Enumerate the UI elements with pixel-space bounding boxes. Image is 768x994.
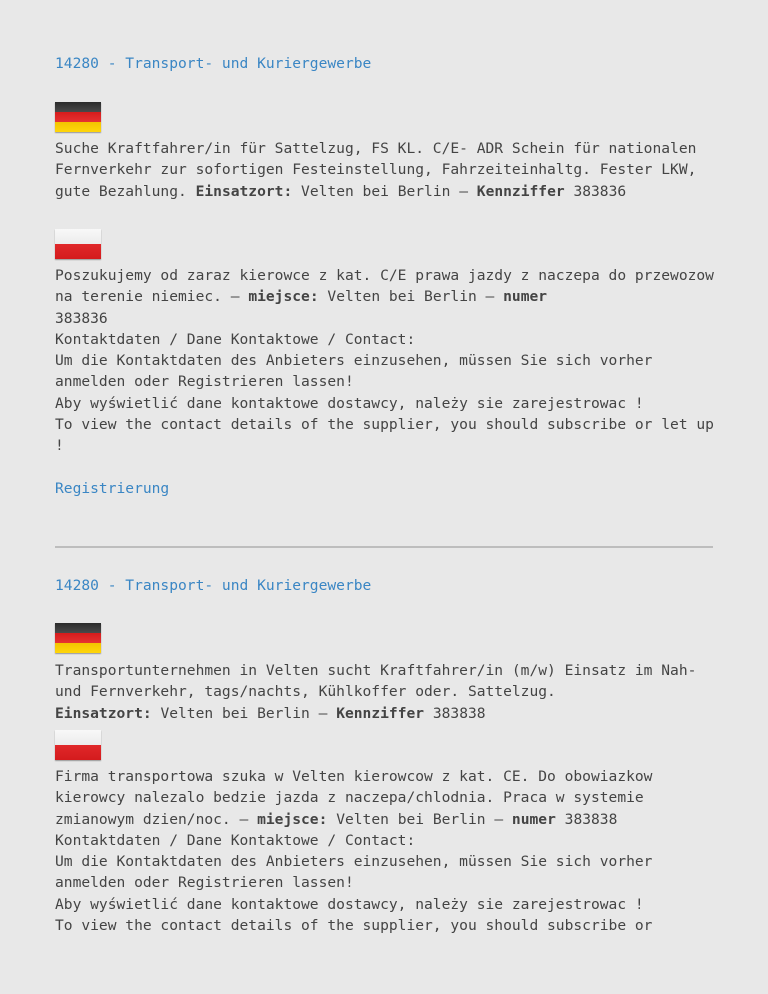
category-link[interactable]: 14280 - Transport- und Kuriergewerbe (55, 55, 372, 72)
location-label: miejsce: (248, 288, 319, 306)
reference-number: 383836 (55, 309, 108, 327)
reference-label: numer (511, 810, 556, 828)
listing-divider (55, 546, 713, 548)
polish-flag-icon (55, 229, 101, 259)
listing-description-pl: Firma transportowa szuka w Velten kierowcow z kat. CE. Do obowiazkow kierowcy nalezalo bedzie jazda z naczepa/chlodnia. Praca w systemie zmianowym dzien/noc. – miejsce: Velten bei Berlin – numer 383838 Kontaktdaten / Dane Kontaktowe / Contact: Um die Kontaktdaten des Anbieters einzusehen, müssen Sie sich vorher anmelden oder Registrieren lassen! Aby wyświetlić dane kontaktowe dostawcy, należy sie zarejestrowac ! To view the contact details of the supplier, you should subscribe or (55, 768, 653, 935)
registration-link[interactable]: Registrierung (55, 480, 170, 497)
location-label: Einsatzort: (195, 182, 293, 200)
reference-number: 383838 (432, 704, 486, 722)
contact-notice-pl: Aby wyświetlić dane kontaktowe dostawcy, należy sie zarejestrowac ! (55, 895, 644, 913)
contact-notice-en: To view the contact details of the supplier, you should subscribe or (55, 917, 653, 935)
contact-heading: Kontaktdaten / Dane Kontaktowe / Contact: (55, 831, 416, 849)
contact-heading: Kontaktdaten / Dane Kontaktowe / Contact: (55, 330, 416, 348)
listing-description-pl: Poszukujemy od zaraz kierowce z kat. C/E prawa jazdy z naczepa do przewozow na terenie niemiec. – miejsce: Velten bei Berlin – numer 383836 Kontaktdaten / Dane Kontaktowe / Contact: Um die Kontaktdaten des Anbieters einzusehen, müssen Sie sich vorher anmelden oder Registrieren lassen! Aby wyświetlić dane kontaktowe dostawcy, należy sie zarejestrowac ! To view the contact details of the supplier, you should subscribe or let up ! (55, 267, 714, 455)
category-link[interactable]: 14280 - Transport- und Kuriergewerbe (55, 577, 372, 594)
contact-notice-de: Um die Kontaktdaten des Anbieters einzusehen, müssen Sie sich vorher anmelden oder Registrieren lassen! (55, 352, 653, 391)
listing-description-de: Transportunternehmen in Velten sucht Kraftfahrer/in (m/w) Einsatz im Nah- und Fernverkehr, tags/nachts, Kühlkoffer oder. Sattelzug. Einsatzort: Velten bei Berlin – Kennziffer 383838 (55, 662, 697, 722)
reference-label: Kennziffer (476, 182, 565, 200)
reference-number: 383838 (564, 810, 618, 828)
german-flag-icon (55, 102, 101, 132)
reference-number: 383836 (573, 182, 627, 200)
contact-notice-pl: Aby wyświetlić dane kontaktowe dostawcy, należy sie zarejestrowac ! (55, 394, 644, 412)
contact-notice-de: Um die Kontaktdaten des Anbieters einzusehen, müssen Sie sich vorher anmelden oder Registrieren lassen! (55, 853, 653, 892)
reference-label: numer (503, 288, 548, 306)
polish-flag-icon (55, 730, 101, 760)
listing-description-de: Suche Kraftfahrer/in für Sattelzug, FS KL. C/E- ADR Schein für nationalen Fernverkehr zur sofortigen Festeinstellung, Fahrzeiteinhaltg. Fester LKW, gute Bezahlung. Einsatzort: Velten bei Berlin – Kennziffer 383836 (55, 140, 697, 200)
german-flag-icon (55, 623, 101, 653)
location-label: miejsce: (257, 810, 328, 828)
reference-label: Kennziffer (336, 704, 425, 722)
location-label: Einsatzort: (55, 704, 152, 722)
contact-notice-en: To view the contact details of the supplier, you should subscribe or let up ! (55, 416, 714, 455)
